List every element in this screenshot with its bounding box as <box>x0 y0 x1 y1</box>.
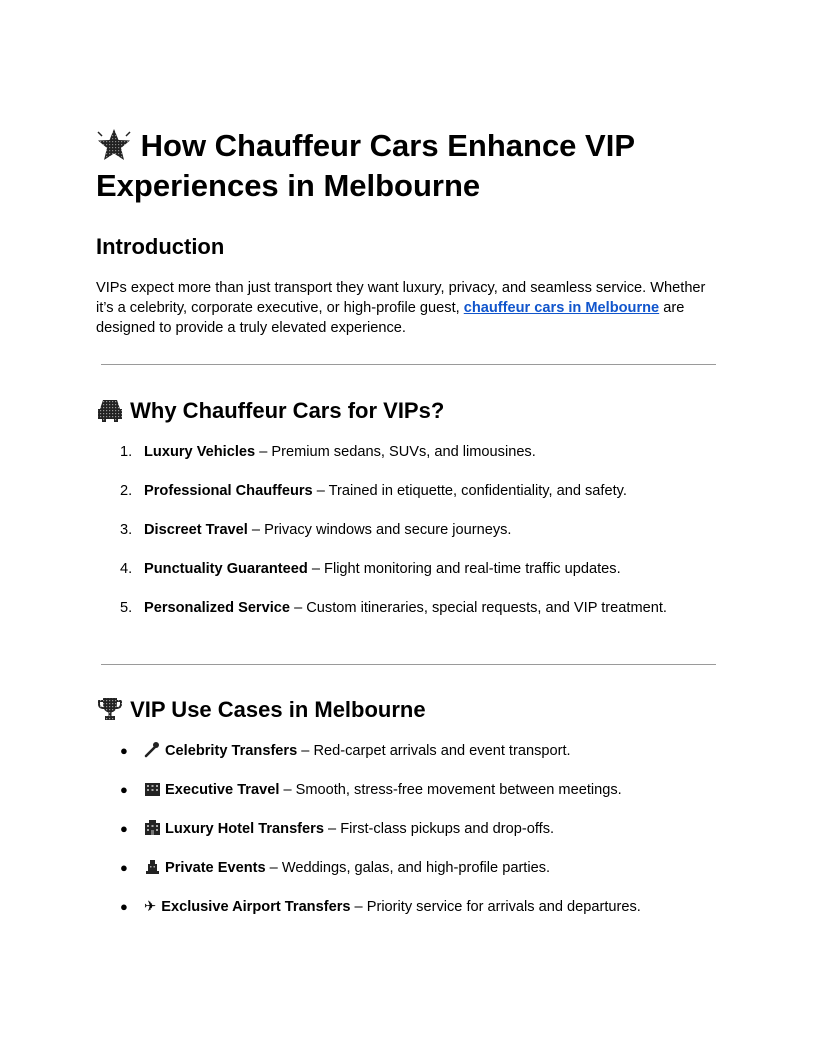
horizontal-divider <box>101 664 716 665</box>
item-title: Executive Travel <box>165 782 280 798</box>
introduction-paragraph <box>96 278 720 338</box>
bullet: ● <box>120 782 128 797</box>
item-title: Private Events <box>165 860 266 876</box>
item-title: Personalized Service <box>144 600 291 616</box>
list-number: 3. <box>120 522 133 538</box>
bullet: ● <box>120 899 128 914</box>
item-title: Luxury Hotel Transfers <box>165 821 324 837</box>
intro-text-after: are designed to provide a truly elevated experience. <box>96 300 685 336</box>
bullet: ● <box>120 821 128 836</box>
list-item <box>120 442 536 462</box>
list-item <box>120 559 621 579</box>
list-item <box>120 481 627 501</box>
office-building-icon <box>144 780 161 803</box>
item-title: Celebrity Transfers <box>165 743 298 759</box>
page-title-text: How Chauffeur Cars Enhance VIP Experiences in Melbourne <box>96 128 635 203</box>
list-item <box>120 780 622 803</box>
introduction-heading: Introduction <box>96 234 225 259</box>
item-text: – Custom itineraries, special requests, and VIP treatment. <box>290 600 667 616</box>
item-title: Exclusive Airport Transfers <box>161 899 351 915</box>
list-number: 4. <box>120 561 133 577</box>
list-item <box>120 741 571 764</box>
hotel-icon <box>144 819 161 842</box>
item-title: Professional Chauffeurs <box>144 483 313 499</box>
party-icon <box>144 858 161 881</box>
list-item <box>120 819 554 842</box>
intro-text-before: VIPs expect more than just transport they want luxury, privacy, and seamless service. Whether it’s a celebrity, corporate executive, or high-profile guest, <box>96 280 706 316</box>
airplane-icon: ✈ <box>144 899 157 915</box>
item-text: – First-class pickups and drop-offs. <box>323 821 555 837</box>
why-heading-text: Why Chauffeur Cars for VIPs? <box>130 398 445 423</box>
glowing-star-icon <box>96 128 132 162</box>
list-item <box>120 858 550 881</box>
item-text: – Red-carpet arrivals and event transport. <box>297 743 571 759</box>
item-text: – Privacy windows and secure journeys. <box>247 522 512 538</box>
uses-heading-text: VIP Use Cases in Melbourne <box>130 697 426 722</box>
list-item <box>120 598 667 618</box>
item-title: Punctuality Guaranteed <box>144 561 308 577</box>
uses-heading <box>96 695 426 725</box>
list-item <box>120 520 511 540</box>
item-text: – Smooth, stress-free movement between meetings. <box>279 782 622 798</box>
horizontal-divider <box>101 364 716 365</box>
item-text: – Flight monitoring and real-time traffic updates. <box>307 561 621 577</box>
list-number: 1. <box>120 444 133 460</box>
page-title <box>96 126 716 206</box>
bullet: ● <box>120 743 128 758</box>
trophy-icon <box>96 696 124 722</box>
car-icon <box>96 397 124 423</box>
item-title: Luxury Vehicles <box>144 444 256 460</box>
chauffeur-cars-link[interactable]: chauffeur cars in Melbourne <box>463 300 660 316</box>
why-heading <box>96 396 444 426</box>
list-number: 5. <box>120 600 133 616</box>
item-text: – Priority service for arrivals and departures. <box>350 899 641 915</box>
list-number: 2. <box>120 483 133 499</box>
list-item <box>120 897 641 917</box>
item-text: – Trained in etiquette, confidentiality, and safety. <box>312 483 627 499</box>
item-title: Discreet Travel <box>144 522 248 538</box>
bullet: ● <box>120 860 128 875</box>
item-text: – Weddings, galas, and high-profile parties. <box>265 860 551 876</box>
microphone-icon <box>144 741 161 764</box>
item-text: – Premium sedans, SUVs, and limousines. <box>255 444 536 460</box>
